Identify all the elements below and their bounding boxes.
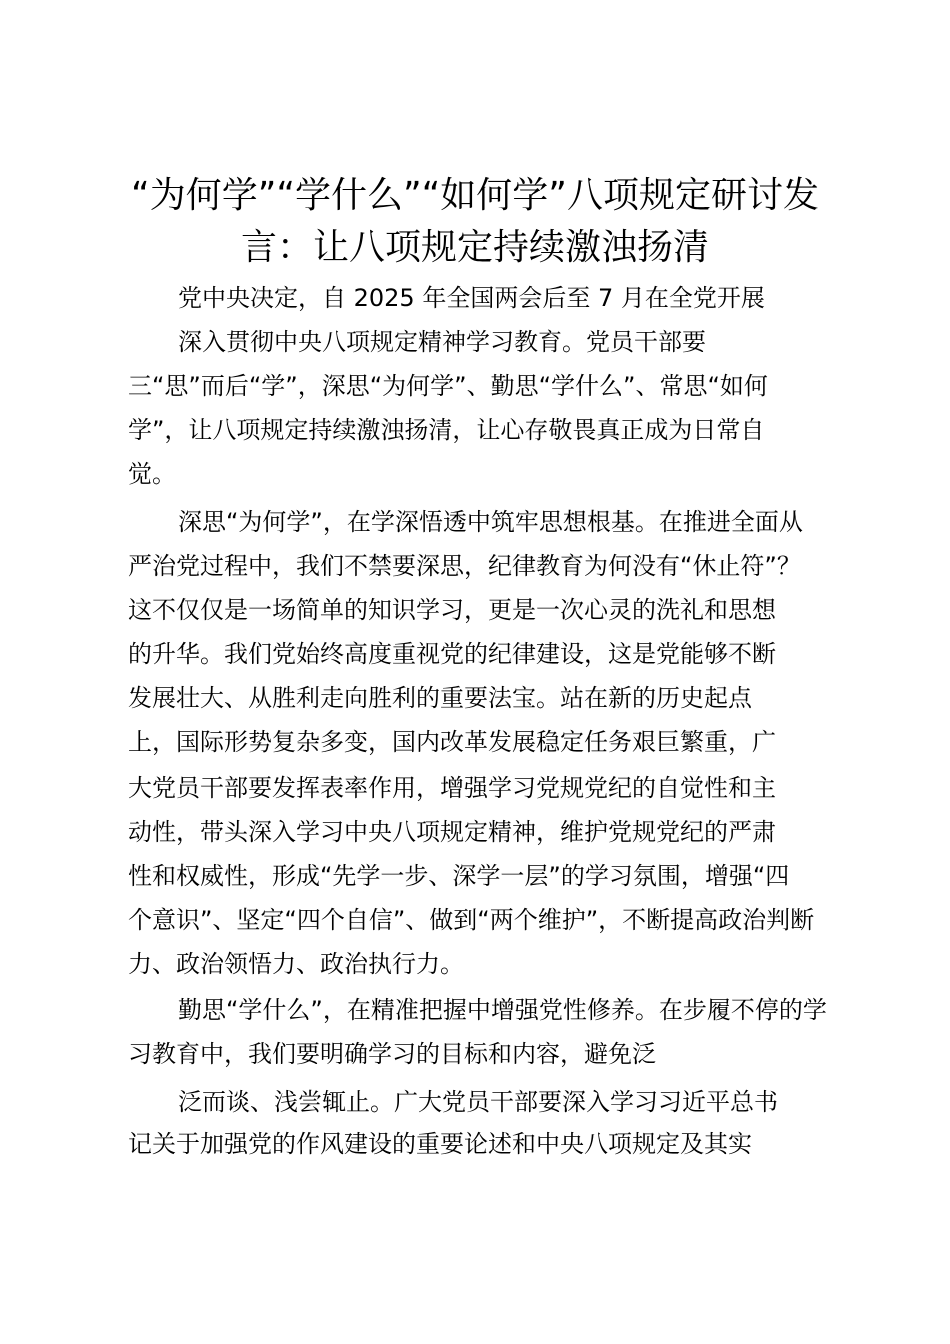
body-line-5: 觉。 <box>128 460 176 488</box>
body-line-8: 这不仅仅是一场简单的知识学习，更是一次心灵的洗礼和思想 <box>128 596 776 624</box>
body-line-15: 个意识”、坚定“四个自信”、做到“两个维护”，不断提高政治判断 <box>128 906 815 934</box>
body-line-10: 发展壮大、从胜利走向胜利的重要法宝。站在新的历史起点 <box>128 684 752 712</box>
document-title-line-1: “为何学”“学什么”“如何学”八项规定研讨发 <box>131 175 819 216</box>
body-line-19: 泛而谈、浅尝辄止。广大党员干部要深入学习习近平总书 <box>178 1088 778 1116</box>
body-line-2: 深入贯彻中央八项规定精神学习教育。党员干部要 <box>178 328 706 356</box>
body-line-1: 党中央决定，自 2025 年全国两会后至 7 月在全党开展 <box>178 284 765 312</box>
body-line-6: 深思“为何学”，在学深悟透中筑牢思想根基。在推进全面从 <box>178 508 803 536</box>
body-line-9: 的升华。我们党始终高度重视党的纪律建设，这是党能够不断 <box>128 640 776 668</box>
body-line-14: 性和权威性，形成“先学一步、深学一层”的学习氛围，增强“四 <box>128 862 790 890</box>
body-line-12: 大党员干部要发挥表率作用，增强学习党规党纪的自觉性和主 <box>128 774 776 802</box>
body-line-16: 力、政治领悟力、政治执行力。 <box>128 950 464 978</box>
body-line-17: 勤思“学什么”，在精准把握中增强党性修养。在步履不停的学 <box>178 996 827 1024</box>
body-line-7: 严治党过程中，我们不禁要深思，纪律教育为何没有“休止符”？ <box>128 552 801 580</box>
document-title-line-2: 言：让八项规定持续激浊扬清 <box>240 227 709 268</box>
body-line-18: 习教育中，我们要明确学习的目标和内容，避免泛 <box>128 1040 656 1068</box>
body-line-3: 三“思”而后“学”，深思“为何学”、勤思“学什么”、常思“如何 <box>128 372 768 400</box>
body-line-4: 学”，让八项规定持续激浊扬清，让心存敬畏真正成为日常自 <box>128 416 765 444</box>
body-line-11: 上，国际形势复杂多变，国内改革发展稳定任务艰巨繁重，广 <box>128 728 776 756</box>
body-line-13: 动性，带头深入学习中央八项规定精神，维护党规党纪的严肃 <box>128 818 776 846</box>
body-line-20: 记关于加强党的作风建设的重要论述和中央八项规定及其实 <box>128 1130 752 1158</box>
